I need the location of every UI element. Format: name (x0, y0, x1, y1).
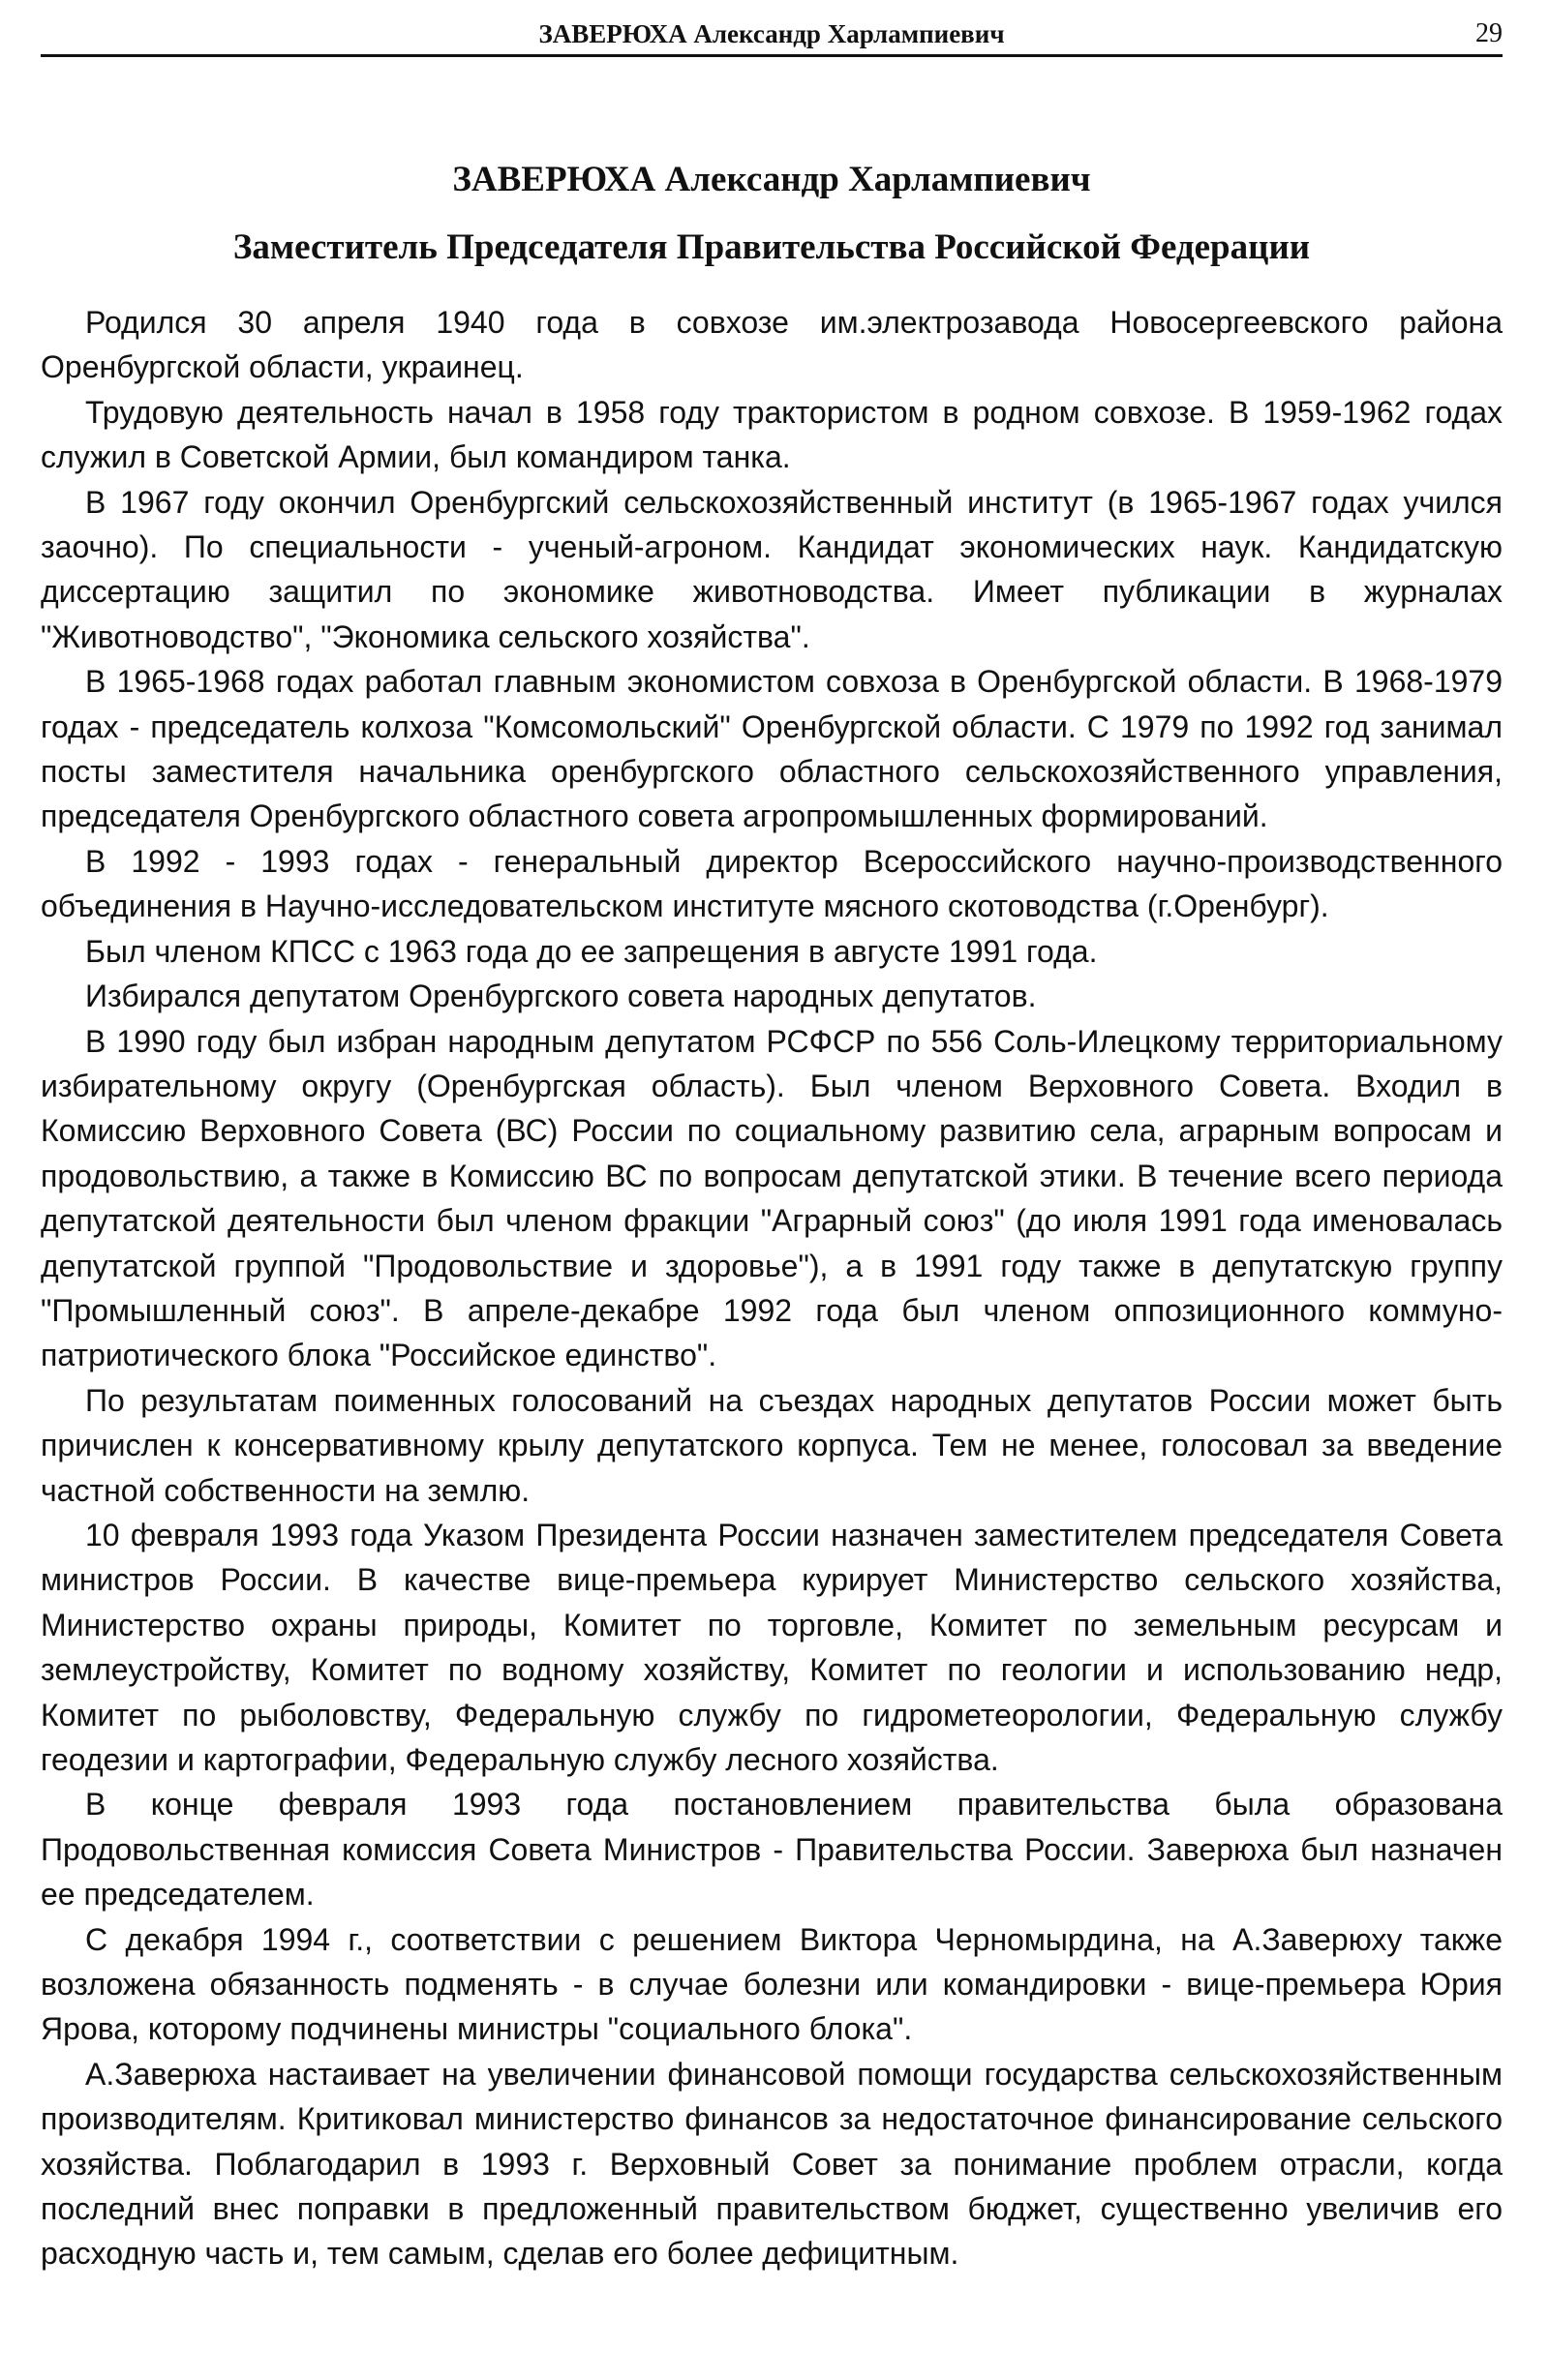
running-title: ЗАВЕРЮХА Александр Харлампиевич (538, 19, 1005, 48)
paragraph: В 1990 году был избран народным депутатом РСФСР по 556 Соль-Илецкому территориальному избирательному округу (Оренбургская область). Был членом Верховного Совета. Входил в Комиссию Верховного Совета (ВС) России по социальному развитию села, аграрным вопросам и продовольствию, а также в Комиссию ВС по вопросам депутатской этики. В течение всего периода депутатской деятельности был членом фракции "Аграрный союз" (до июля 1991 года именовалась депутатской группой "Продовольствие и здоровье"), а в 1991 году также в депутатскую группу "Промышленный союз". В апреле-декабре 1992 года был членом оппозиционного коммуно-патриотического блока "Российское единство". (41, 1023, 1503, 1373)
paragraph: С декабря 1994 г., соответствии с решением Виктора Черномырдина, на А.Заверюху также возложена обязанность подменять - в случае болезни или командировки - вице-премьера Юрия Ярова, которому подчинены министры "социального блока". (41, 1921, 1503, 2047)
paragraph: Родился 30 апреля 1940 года в совхозе им.электрозавода Новосергеевского района Оренбургской области, украинец. (41, 305, 1503, 385)
paragraph: По результатам поименных голосований на съездах народных депутатов России может быть причислен к консервативному крылу депутатского корпуса. Тем не менее, голосовал за введение частной собственности на землю. (41, 1382, 1503, 1508)
paragraph: Избирался депутатом Оренбургского совета народных депутатов. (85, 979, 1037, 1014)
paragraph: В конце февраля 1993 года постановлением правительства была образована Продовольственная комиссия Совета Министров - Правительства России. Заверюха был назначен ее председателем. (41, 1787, 1503, 1913)
paragraph: 10 февраля 1993 года Указом Президента России назначен заместителем председателя Совета министров России. В качестве вице-премьера курирует Министерство сельского хозяйства, Министерство охраны природы, Комитет по торговле, Комитет по земельным ресурсам и землеустройству, Комитет по водному хозяйству, Комитет по геологии и использованию недр, Комитет по рыболовству, Федеральную службу по гидрометеорологии, Федеральную службу геодезии и картографии, Федеральную службу лесного хозяйства. (41, 1517, 1503, 1777)
header-rule (41, 54, 1503, 57)
person-name-heading: ЗАВЕРЮХА Александр Харлампиевич (452, 160, 1091, 199)
paragraph: Был членом КПСС с 1963 года до ее запрещения в августе 1991 года. (85, 933, 1098, 969)
paragraph: Трудовую деятельность начал в 1958 году трактористом в родном совхозе. В 1959-1962 годах служил в Советской Армии, был командиром танка. (41, 394, 1503, 475)
biography-text (41, 300, 1503, 2276)
position-heading: Заместитель Председателя Правительства Российской Федерации (232, 227, 1311, 267)
title-block (41, 155, 1503, 273)
paragraph: В 1965-1968 годах работал главным экономистом совхоза в Оренбургской области. В 1968-1979 годах - председатель колхоза "Комсомольский" Оренбургской области. С 1979 по 1992 год занимал посты заместителя начальника оренбургского областного сельскохозяйственного управления, председателя Оренбургского областного совета агропромышленных формирований. (41, 664, 1503, 834)
running-header (41, 14, 1503, 54)
paragraph: А.Заверюха настаивает на увеличении финансовой помощи государства сельскохозяйственным производителям. Критиковал министерство финансов за недостаточное финансирование сельского хозяйства. Поблагодарил в 1993 г. Верховный Совет за понимание проблем отрасли, когда последний внес поправки в предложенный правительством бюджет, существенно увеличив его расходную часть и, тем самым, сделав его более дефицитным. (41, 2056, 1503, 2272)
paragraph: В 1967 году окончил Оренбургский сельскохозяйственный институт (в 1965-1967 годах учился заочно). По специальности - ученый-агроном. Кандидат экономических наук. Кандидатскую диссертацию защитил по экономике животноводства. Имеет публикации в журналах "Животноводство", "Экономика сельского хозяйства". (41, 484, 1503, 654)
paragraph: В 1992 - 1993 годах - генеральный директор Всероссийского научно-производственного объединения в Научно-исследовательском институте мясного скотоводства (г.Оренбург). (41, 843, 1503, 924)
page-number: 29 (1475, 18, 1503, 48)
